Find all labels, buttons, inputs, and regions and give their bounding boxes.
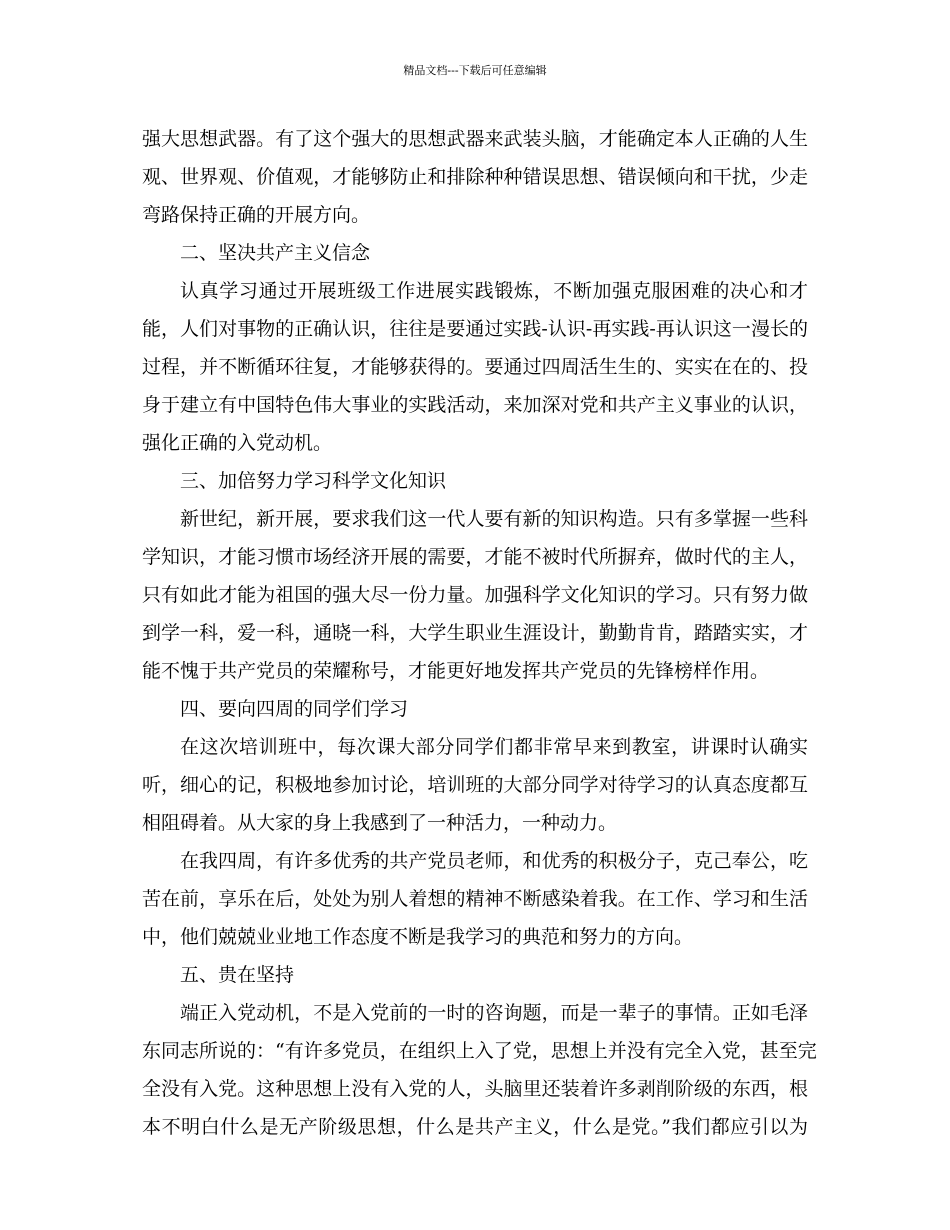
text-line: 全没有入党。这种思想上没有入党的人，头脑里还装着许多剥削阶级的东西，根 <box>142 1078 808 1100</box>
text-line: 五、贵在坚持 <box>180 964 295 986</box>
text-line: 在这次培训班中，每次课大部分同学们都非常早来到教室，讲课时认确实 <box>180 736 808 758</box>
text-line: 中，他们兢兢业业地工作态度不断是我学习的典范和努力的方向。 <box>142 926 694 948</box>
text-line: 相阻碍着。从大家的身上我感到了一种活力，一种动力。 <box>142 812 618 834</box>
page-header: 精品文档---下载后可任意编辑 <box>403 64 547 77</box>
text-line: 二、坚决共产主义信念 <box>180 242 371 264</box>
text-line: 能，人们对事物的正确认识，往往是要通过实践-认识-再实践-再认识这一漫长的 <box>142 318 808 340</box>
document-body <box>142 120 817 1146</box>
text-line: 身于建立有中国特色伟大事业的实践活动，来加深对党和共产主义事业的认识， <box>142 394 808 416</box>
text-line: 听，细心的记，积极地参加讨论，培训班的大部分同学对待学习的认真态度都互 <box>142 774 808 796</box>
text-line: 过程，并不断循环往复，才能够获得的。要通过四周活生生的、实实在在的、投 <box>142 356 808 378</box>
text-line: 苦在前，享乐在后，处处为别人着想的精神不断感染着我。在工作、学习和生活 <box>142 888 808 910</box>
text-line: 只有如此才能为祖国的强大尽一份力量。加强科学文化知识的学习。只有努力做 <box>142 584 808 606</box>
text-line: 四、要向四周的同学们学习 <box>180 698 409 720</box>
text-line: 观、世界观、价值观，才能够防止和排除种种错误思想、错误倾向和干扰，少走 <box>142 166 808 188</box>
text-line: 三、加倍努力学习科学文化知识 <box>180 470 447 492</box>
text-line: 新世纪，新开展，要求我们这一代人要有新的知识构造。只有多掌握一些科 <box>180 508 808 530</box>
text-line: 能不愧于共产党员的荣耀称号，才能更好地发挥共产党员的先锋榜样作用。 <box>142 660 770 682</box>
text-line: 认真学习通过开展班级工作进展实践锻炼，不断加强克服困难的决心和才 <box>180 280 808 302</box>
text-line: 东同志所说的：“有许多党员，在组织上入了党，思想上并没有完全入党，甚至完 <box>142 1040 817 1062</box>
text-line: 学知识，才能习惯市场经济开展的需要，才能不被时代所摒弃，做时代的主人， <box>142 546 808 568</box>
text-line: 强大思想武器。有了这个强大的思想武器来武装头脑，才能确定本人正确的人生 <box>142 128 808 150</box>
text-line: 强化正确的入党动机。 <box>142 432 333 454</box>
text-line: 弯路保持正确的开展方向。 <box>142 204 371 226</box>
text-line: 本不明白什么是无产阶级思想，什么是共产主义，什么是党。”我们都应引以为 <box>142 1116 808 1138</box>
text-line: 在我四周，有许多优秀的共产党员老师，和优秀的积极分子，克己奉公，吃 <box>180 850 808 872</box>
text-line: 端正入党动机，不是入党前的一时的咨询题，而是一辈子的事情。正如毛泽 <box>180 1002 808 1024</box>
text-line: 到学一科，爱一科，通晓一科，大学生职业生涯设计，勤勤肯肯，踏踏实实，才 <box>142 622 808 644</box>
